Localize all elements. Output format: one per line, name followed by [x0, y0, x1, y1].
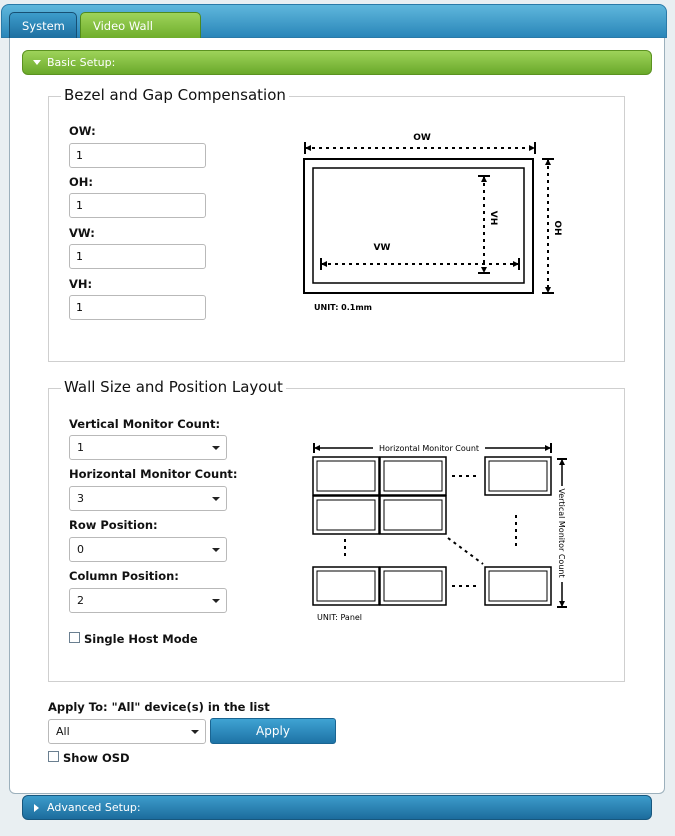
- vertical-count-select[interactable]: [69, 435, 227, 460]
- ow-label: OW:: [69, 124, 96, 138]
- apply-to-select[interactable]: [48, 719, 206, 744]
- column-position-select[interactable]: [69, 588, 227, 613]
- bezel-unit-label: UNIT: 0.1mm: [314, 303, 373, 312]
- oh-diagram-label: OH: [552, 220, 562, 236]
- horizontal-count-diagram-label: Horizontal Monitor Count: [378, 444, 480, 453]
- wall-title: Wall Size and Position Layout: [61, 378, 286, 396]
- apply-button[interactable]: Apply: [210, 718, 336, 744]
- chevron-down-icon: [212, 497, 220, 501]
- chevron-down-icon: [191, 730, 199, 734]
- chevron-down-icon: [212, 599, 220, 603]
- tab-bar: [1, 4, 667, 38]
- wall-unit-label: UNIT: Panel: [317, 613, 363, 622]
- row-position-select[interactable]: [69, 537, 227, 562]
- horizontal-count-label: Horizontal Monitor Count:: [69, 467, 238, 481]
- apply-to-value: All: [56, 725, 70, 738]
- oh-label: OH:: [69, 175, 93, 189]
- ow-input[interactable]: [69, 143, 206, 168]
- show-osd-checkbox[interactable]: [48, 751, 59, 762]
- show-osd-label: Show OSD: [63, 751, 130, 765]
- horizontal-count-select[interactable]: [69, 486, 227, 511]
- row-position-label: Row Position:: [69, 518, 158, 532]
- single-host-label: Single Host Mode: [84, 632, 198, 646]
- vertical-count-label: Vertical Monitor Count:: [69, 417, 221, 431]
- apply-to-label: Apply To: "All" device(s) in the list: [48, 700, 270, 714]
- basic-setup-title: Basic Setup:: [47, 56, 116, 69]
- column-position-value: 2: [77, 594, 84, 607]
- row-position-value: 0: [77, 543, 84, 556]
- vh-label: VH:: [69, 277, 93, 291]
- chevron-right-icon: [34, 804, 39, 812]
- advanced-setup-header[interactable]: [22, 795, 652, 820]
- tab-video-wall-setup[interactable]: Video Wall: [80, 12, 201, 39]
- tab-system[interactable]: System: [9, 12, 77, 39]
- chevron-down-icon: [212, 446, 220, 450]
- chevron-down-icon: [212, 548, 220, 552]
- oh-input[interactable]: [69, 193, 206, 218]
- basic-setup-header[interactable]: [22, 50, 652, 75]
- advanced-setup-title: Advanced Setup:: [47, 801, 141, 814]
- single-host-checkbox[interactable]: [69, 632, 80, 643]
- bezel-title: Bezel and Gap Compensation: [61, 86, 289, 104]
- chevron-down-icon: [33, 60, 41, 65]
- vw-diagram-label: VW: [373, 243, 391, 253]
- vertical-count-value: 1: [77, 441, 84, 454]
- vh-diagram-label: VH: [488, 210, 498, 226]
- vw-input[interactable]: [69, 244, 206, 269]
- vertical-count-diagram-label: Vertical Monitor Count: [557, 488, 566, 578]
- bezel-diagram: [298, 128, 568, 318]
- wall-diagram: [308, 440, 573, 625]
- vh-input[interactable]: [69, 295, 206, 320]
- horizontal-count-value: 3: [77, 492, 84, 505]
- ow-diagram-label: OW: [413, 133, 431, 143]
- column-position-label: Column Position:: [69, 569, 179, 583]
- vw-label: VW:: [69, 226, 95, 240]
